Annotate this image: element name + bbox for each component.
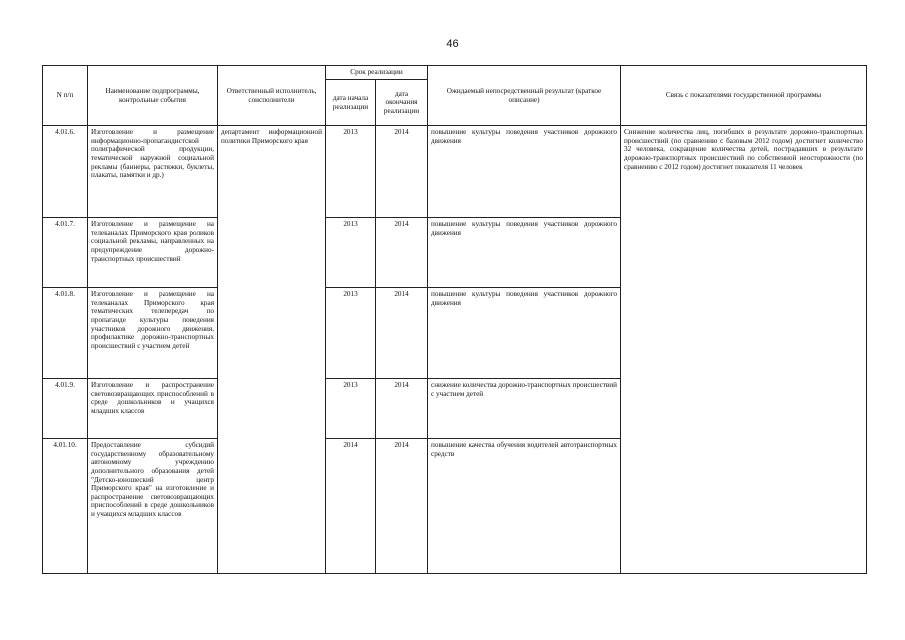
row-name: Изготовление и размещение на телеканалах Приморского края роликов социальной рекламы, направленных на предупреждение дорожно-транспортных происшествий — [88, 218, 218, 288]
header-name: Наименование подпрограммы, контрольные события — [88, 66, 218, 126]
row-result: повышение культуры поведения участников дорожного движения — [428, 126, 621, 218]
header-responsible: Ответственный исполнитель, соисполнители — [218, 66, 326, 126]
header-result: Ожидаемый непосредственный результат (краткое описание) — [428, 66, 621, 126]
row-result: снижение количества дорожно-транспортных происшествий с участием детей — [428, 379, 621, 439]
header-link: Связь с показателями государственной программы — [621, 66, 867, 126]
responsible-cell: департамент информационной политики Приморского края — [218, 126, 326, 574]
link-cell: Снижение количества лиц, погибших в результате дорожно-транспортных происшествий (по сравнению с базовым 2012 годом) достигнет количество 32 человека, сокращение количества детей, пострадавших в результате дорожно-транспортных происшествий по собственной неосторожности (по сравнению с 2012 годом) достигнет показателя 11 человек — [621, 126, 867, 574]
row-end: 2014 — [376, 126, 428, 218]
row-start: 2013 — [326, 379, 376, 439]
row-num: 4.01.9. — [43, 379, 88, 439]
row-start: 2014 — [326, 439, 376, 574]
row-end: 2014 — [376, 218, 428, 288]
row-start: 2013 — [326, 126, 376, 218]
row-result: повышение культуры поведения участников дорожного движения — [428, 288, 621, 379]
header-end: дата окончания реализации — [376, 80, 428, 126]
header-num: N п/п — [43, 66, 88, 126]
row-name: Изготовление и размещение информационно-пропагандистской полиграфической продукции, тематической наружной социальной рекламы (баннеры, растяжки, буклеты, плакаты, памятки и др.) — [88, 126, 218, 218]
header-start: дата начала реализации — [326, 80, 376, 126]
row-end: 2014 — [376, 439, 428, 574]
row-result: повышение культуры поведения участников дорожного движения — [428, 218, 621, 288]
row-name: Изготовление и размещение на телеканалах Приморского края тематических телепередач по пропаганде культуры поведения участников дорожного движения, профилактике дорожно-транспортных происшествий с участием детей — [88, 288, 218, 379]
header-row-1 — [43, 66, 867, 80]
subprogram-events-table — [42, 65, 867, 574]
row-start: 2013 — [326, 218, 376, 288]
row-num: 4.01.6. — [43, 126, 88, 218]
row-name: Предоставление субсидий государственному образовательному автономному учреждению дополнительного образования детей "Детско-юношеский центр Приморского края" на изготовление и распространение световозвращающих приспособлений в среде дошкольников и учащихся младших классов — [88, 439, 218, 574]
row-result: повышение качества обучения водителей автотранспортных средств — [428, 439, 621, 574]
page-number: 46 — [446, 38, 459, 50]
row-end: 2014 — [376, 288, 428, 379]
row-end: 2014 — [376, 379, 428, 439]
row-num: 4.01.7. — [43, 218, 88, 288]
row-num: 4.01.10. — [43, 439, 88, 574]
row-num: 4.01.8. — [43, 288, 88, 379]
header-period: Срок реализации — [326, 66, 428, 80]
table-row — [43, 126, 867, 218]
row-name: Изготовление и распространение световозвращающих приспособлений в среде дошкольников и учащихся младших классов — [88, 379, 218, 439]
row-start: 2013 — [326, 288, 376, 379]
